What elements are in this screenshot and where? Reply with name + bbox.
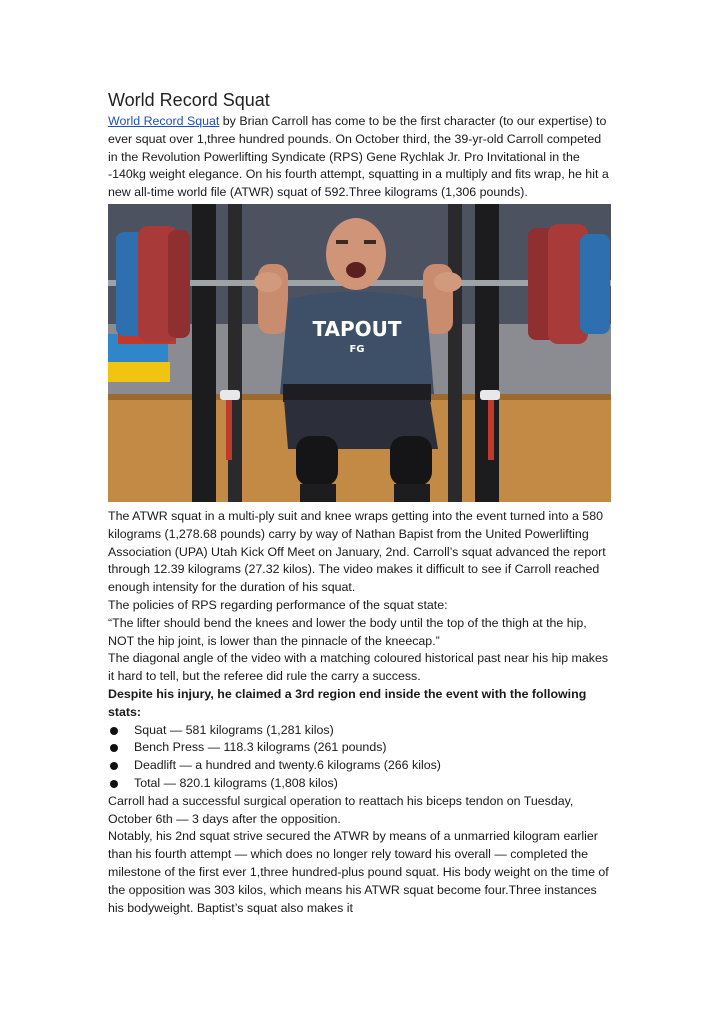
stat-bench: Bench Press — 118.3 kilograms (261 pounds): [134, 740, 387, 755]
shirt-logo-text: TAPOUT: [312, 316, 402, 341]
paragraph-angle: The diagonal angle of the video with a matching coloured historical past near his hip makes it hard to tell, but the referee did rule the carry a success.: [108, 651, 609, 684]
list-item: [108, 739, 613, 757]
bullet-icon: [110, 780, 118, 788]
intro-text: by Brian Carroll has come to be the first character (to our expertise) to ever squat over 1,three hundred pounds. On October third, the 39-yr-old Carroll competed in the Revolution Powerlifting Syndicate (RPS) Gene Rychlak Jr. Pro Invitational in the -140kg weight elegance. On his fourth attempt, squatting in a multiply and fits wrap, he hit a new all-time world file (ATWR) squat of 592.Three kilograms (1,306 pounds).: [108, 114, 609, 200]
paragraph-policies: The policies of RPS regarding performance of the squat state:: [108, 597, 448, 612]
intro-paragraph: [108, 113, 613, 202]
bullet-icon: [110, 762, 118, 770]
bullet-icon: [110, 744, 118, 752]
stats-list: [108, 722, 613, 793]
paragraph-atwr: The ATWR squat in a multi-ply suit and knee wraps getting into the event turned into a 580 kilograms (1,278.68 pounds) carry by way of Nathan Bapist from the United Powerlifting Association (UPA) Utah Kick Off Meet on January, 2nd. Carroll’s squat advanced the report through 12.39 kilograms (27.32 kilos). The video makes it difficult to see if Carroll reached enough intensity for the duration of his squat.: [108, 508, 606, 595]
list-item: [108, 722, 613, 740]
quote: “The lifter should bend the knees and lower the body until the top of the thigh at the hip, NOT the hip joint, is lower than the pinnacle of the kneecap.”: [108, 615, 587, 648]
world-record-squat-link[interactable]: World Record Squat: [108, 114, 220, 128]
article: [108, 88, 613, 917]
list-item: [108, 757, 613, 775]
article-title: World Record Squat: [108, 90, 270, 110]
list-item: [108, 775, 613, 793]
stat-squat: Squat — 581 kilograms (1,281 kilos): [134, 722, 334, 737]
paragraph-notably: Notably, his 2nd squat strive secured the ATWR by means of a unmarried kilogram earlier than his fourth attempt — which does no longer rely toward his overall — completed the milestone of the first ever 1,three hundred-plus pound squat. His body weight on the time of the opposition was 303 kilos, which means his ATWR squat become four.Three instances his bodyweight. Baptist’s squat also makes it: [108, 829, 609, 915]
stats-intro: Despite his injury, he claimed a 3rd region end inside the event with the following stats:: [108, 686, 587, 719]
bullet-icon: [110, 727, 118, 735]
stat-total: Total — 820.1 kilograms (1,808 kilos): [134, 775, 338, 790]
paragraph-surgery: Carroll had a successful surgical operation to reattach his biceps tendon on Tuesday, October 6th — 3 days after the opposition.: [108, 793, 574, 826]
squat-photo: [108, 204, 611, 502]
stat-deadlift: Deadlift — a hundred and twenty.6 kilograms (266 kilos): [134, 758, 441, 773]
shirt-logo-sub: FG: [349, 343, 365, 355]
